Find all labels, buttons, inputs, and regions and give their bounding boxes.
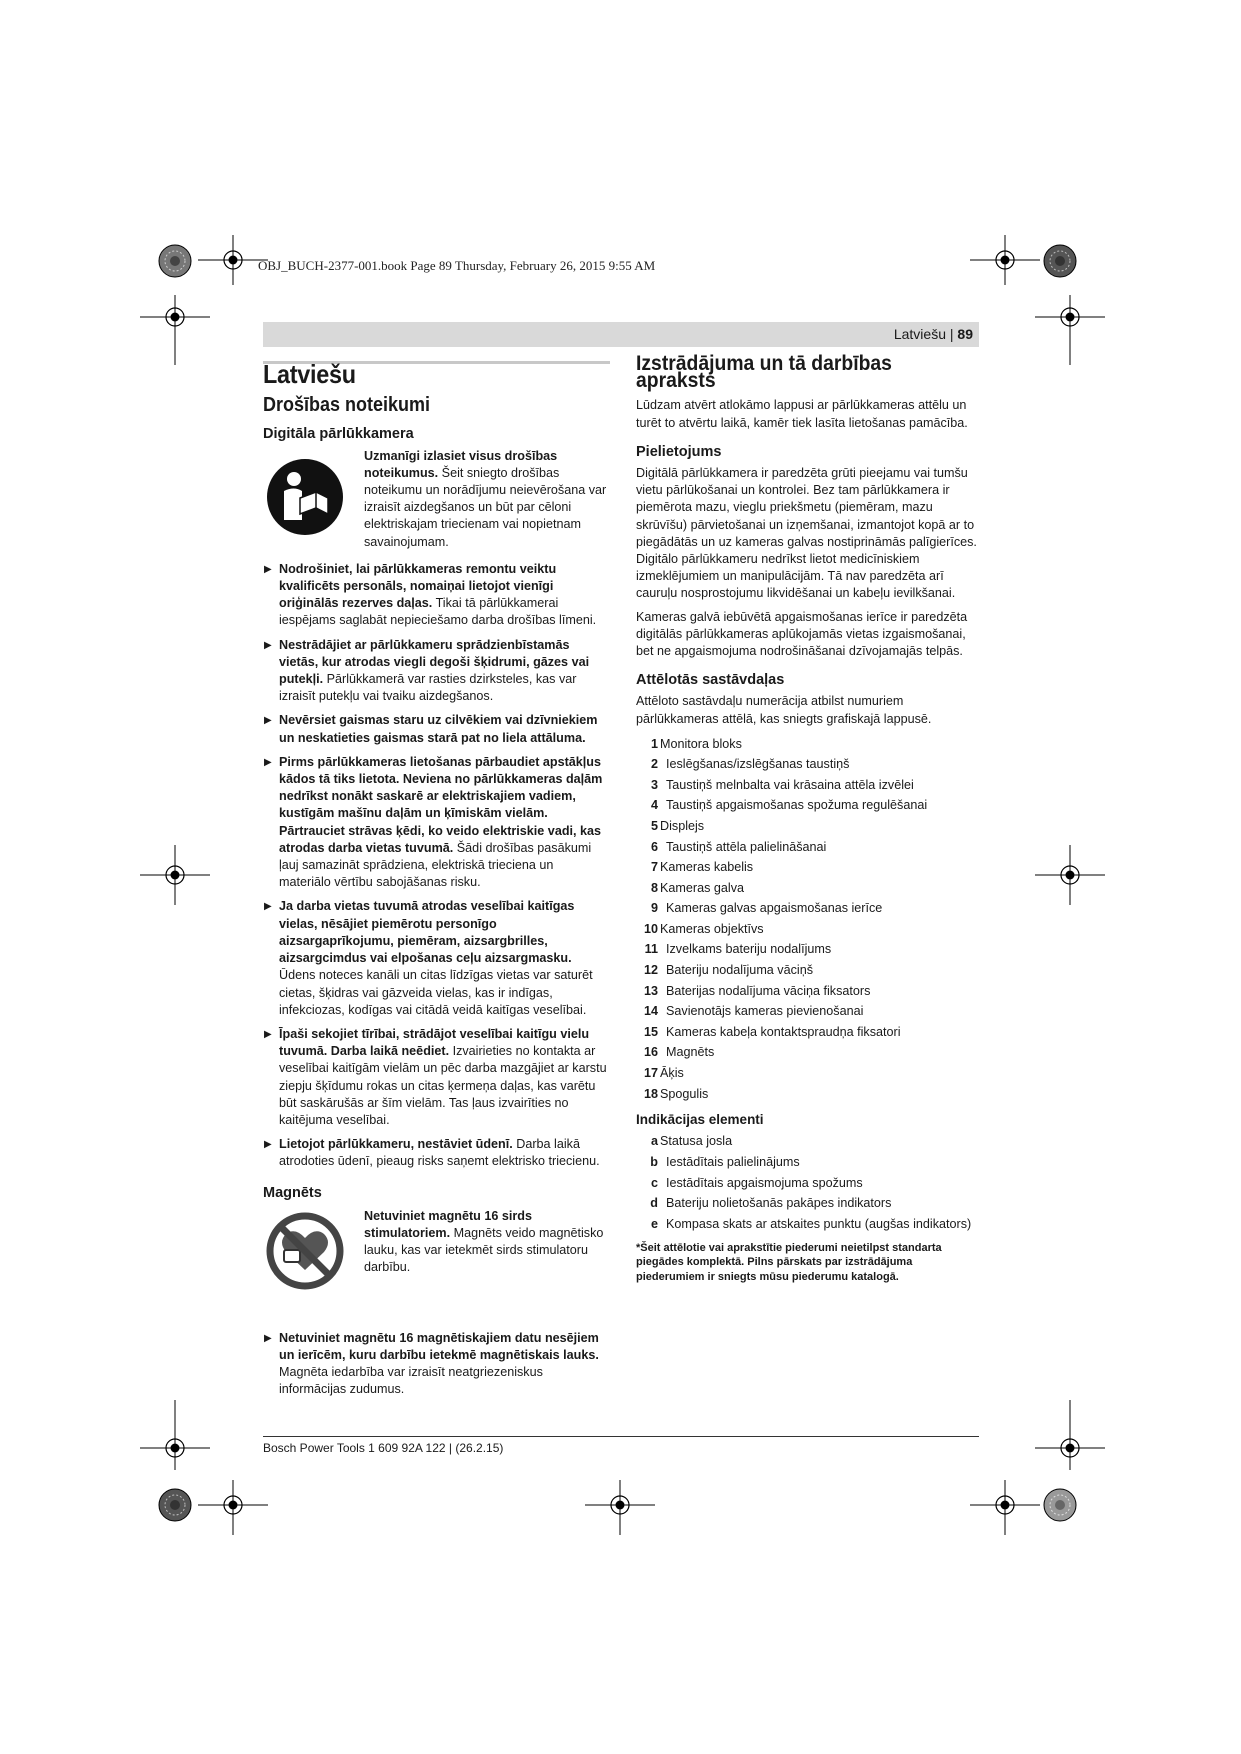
item-label: Āķis [660,1066,684,1081]
item-label: Kameras galvas apgaismošanas ierīce [666,901,883,916]
read-manual-text [364,448,608,551]
page-header-bar [263,322,979,347]
list-item [636,1043,981,1064]
item-label: Bateriju nolietošanās pakāpes indikators [666,1196,892,1211]
list-item [636,919,981,940]
list-item [636,1194,981,1215]
magnet-warning [263,1208,608,1290]
list-item [636,1132,981,1153]
item-letter: e [650,1216,658,1231]
bullet-bold: Lietojot pārlūkkameru, nestāviet ūdenī. [279,1137,513,1152]
item-number: 1 [650,736,658,751]
item-label: Statusa josla [660,1134,733,1149]
list-item [636,734,981,755]
right-column [636,351,981,1284]
item-number: 18 [643,1086,658,1101]
item-label: Kameras objektīvs [660,921,764,936]
registration-mark-right-top [1035,295,1105,365]
list-item [636,857,981,878]
bullet-bold: Ja darba vietas tuvumā atrodas veselībai kaitīgas vielas, nēsājiet piemērotu personīgo aizsargaprīkojumu, piemēram, aizsargbrilles, aizsargcimdus vai elpošanas ceļu aizsargmasku. [279,899,575,966]
item-number: 4 [650,798,658,813]
footer-rule [263,1436,979,1437]
color-wheel-top-left [158,244,192,278]
registration-mark-right-bottom [1035,1400,1105,1470]
item-letter: d [650,1196,658,1211]
registration-mark-top-right-center [970,235,1040,285]
item-label: Kameras galva [660,880,744,895]
magnet-heading: Magnēts [263,1184,322,1201]
item-label: Kameras kabeļa kontaktspraudņa fiksatori [666,1024,901,1039]
item-label: Baterijas nodalījuma vāciņa fiksators [666,983,871,998]
list-item [636,816,981,837]
item-number: 16 [643,1045,658,1060]
left-column [263,360,608,1406]
page-number: 89 [957,326,973,342]
bullet-text: Magnēta iedarbība var izraisīt neatgriezeniskus informācijas zudumus. [279,1365,543,1397]
list-item [636,1152,981,1173]
list-item [636,981,981,1002]
read-manual-icon [266,458,344,536]
page-header-text [894,326,973,342]
bullet-bold: Nestrādājiet ar pārlūkkameru sprādzienbīstamās vietās, kur atrodas viegli degoši šķidrumi, gāzes vai putekļi. [279,637,590,687]
list-item [636,754,981,775]
read-manual-bold: Uzmanīgi izlasiet visus drošības noteikumus. [364,448,558,480]
magnet-body: Magnēts veido magnētisko lauku, kas var ietekmēt sirds stimulatoru darbību. [364,1225,604,1275]
registration-mark-right-middle [1035,845,1105,905]
bullet-bold: Nodrošiniet, lai pārlūkkameras remontu veiktu kvalificēts personāls, nomaiņai lietojot vienīgi oriģinālās rezerves daļas. [279,561,557,611]
registration-mark-left-top [140,295,210,365]
safety-heading: Drošības noteikumi [263,394,431,417]
color-wheel-top-right [1043,244,1077,278]
item-label: Kameras kabelis [660,860,754,875]
item-number: 13 [643,983,658,998]
safety-bullet [263,712,608,746]
item-number: 5 [650,818,658,833]
bullet-bold: Pirms pārlūkkameras lietošanas pārbaudiet apstākļus kādos tā tiks lietota. Neviena no pārlūkkameras daļām nedrīkst nonākt saskarē ar elektriskajiem vadiem, kustīgām mašīnu daļām un ķīmiskām vielām. Pārtrauciet strāvas ķēdi, ko veido elektriskie vadi, kas atrodas darba vietas tuvumā. [279,754,603,855]
safety-bullet [263,898,608,1018]
indicators-list [636,1132,981,1235]
no-pacemaker-icon [266,1212,344,1290]
color-wheel-bottom-right [1043,1488,1077,1522]
footer-text: Bosch Power Tools 1 609 92A 122 | (26.2.15) [263,1441,504,1455]
magnet-bold: Netuviniet magnētu 16 sirds stimulatoriem. [364,1208,532,1240]
item-label: Kompasa skats ar atskaites punktu (augšas indikators) [666,1216,972,1231]
item-label: Izvelkams bateriju nodalījums [666,942,832,957]
item-number: 12 [643,963,658,978]
list-item [636,1002,981,1023]
item-label: Taustiņš melnbalta vai krāsaina attēla izvēlei [666,777,914,792]
description-intro: Lūdzam atvērt atlokāmo lappusi ar pārlūkkameras attēlu un turēt to atvērtu laikā, kamēr tiek lasīta lietošanas pamācība. [636,398,968,430]
item-number: 10 [643,921,658,936]
registration-mark-bottom-right-center [970,1480,1040,1535]
item-label: Iestādītais apgaismojuma spožums [666,1175,863,1190]
item-label: Taustiņš attēla palielināšanai [666,839,827,854]
item-number: 2 [650,757,658,772]
camera-subheading: Digitāla pārlūkkamera [263,426,414,443]
usage-paragraph: Digitālo pārlūkkameru nedrīkst lietot medicīniskiem izmeklējumiem un manipulācijām. Tā nav paredzēta arī cauruļu nosprostojumu likvidēšanai un kabeļu ievilkšanai. [636,552,956,601]
item-label: Displejs [660,818,705,833]
item-label: Spogulis [660,1086,709,1101]
header-separator: | [949,326,954,342]
item-number: 3 [650,777,658,792]
list-item [636,796,981,817]
list-item [636,1214,981,1235]
item-label: Taustiņš apgaismošanas spožuma regulēšanai [666,798,928,813]
bullet-text: Pārlūkkamerā var rasties dzirksteles, kas var izraisīt putekļu vai tvaiku aizdegšanos. [279,672,577,704]
item-label: Bateriju nodalījuma vāciņš [666,963,814,978]
usage-paragraph: Digitālā pārlūkkamera ir paredzēta grūti pieejamu vai tumšu vietu pārlūkošanai un kontrolei. Bez tam pārlūkkamera ir piemērota mazu, vieglu priekšmetu (piemēram, mazu skrūvīšu) pārvietošanai un izņemšanai, izmantojot kopā ar to piegādātās un uz kameras galvas nostiprināmās palīgierīces. [636,466,977,549]
list-item [636,1173,981,1194]
registration-mark-bottom-center [585,1480,655,1535]
bullet-text: Darba laikā atrodoties ūdenī, pieaug risks saņemt elektrisko triecienu. [279,1137,600,1169]
item-label: Ieslēgšanas/izslēgšanas taustiņš [666,757,850,772]
item-letter: b [650,1155,658,1170]
item-label: Iestādītais palielinājums [666,1155,800,1170]
item-letter: c [650,1175,658,1190]
list-item [636,1022,981,1043]
list-item [636,1084,981,1105]
description-heading: Izstrādājuma un tā darbības apraksts [636,351,892,393]
safety-bullet [263,561,608,630]
registration-mark-left-middle [140,845,210,905]
parts-heading: Attēlotās sastāvdaļas [636,672,785,689]
parts-list [636,734,981,1105]
item-number: 6 [650,839,658,854]
safety-bullet [263,1136,608,1170]
page-title: Latviešu [263,359,356,389]
item-label: Savienotājs kameras pievienošanai [666,1004,864,1019]
list-item [636,837,981,858]
safety-bullet [263,637,608,706]
item-number: 17 [643,1066,658,1081]
read-manual-warning [263,448,608,551]
list-item [636,1063,981,1084]
indicators-heading: Indikācijas elementi [636,1111,764,1127]
item-number: 15 [643,1024,658,1039]
item-letter: a [650,1134,658,1149]
list-item [636,940,981,961]
usage-paragraph: Kameras galvā iebūvētā apgaismošanas ierīce ir paredzēta digitālās pārlūkkameras aplūkojamās vietas izgaismošanai, bet ne apgaismojuma nodrošināšanai dzīvojamajās telpās. [636,609,968,659]
registration-mark-bottom-left-center [198,1480,268,1535]
list-item [636,878,981,899]
read-manual-body: Šeit sniegto drošības noteikumu un norādījumu neievērošana var izraisīt aizdegšanos un būt par cēloni elektriskajam triecienam vai nopietnam savainojumam. [364,465,607,549]
color-wheel-bottom-left [158,1488,192,1522]
header-section: Latviešu [893,326,946,342]
safety-bullet [263,754,608,892]
bullet-bold: Īpaši sekojiet tīrībai, strādājot veselībai kaitīgu vielu tuvumā. Darba laikā neēdiet. [279,1026,590,1059]
parts-intro: Attēloto sastāvdaļu numerācija atbilst numuriem pārlūkkameras attēlā, kas sniegts grafiskajā lappusē. [636,694,932,726]
bullet-text: Izvairieties no kontakta ar veselībai kaitīgām vielām un pēc darba mazgājiet ar karstu ziepju šķīdumu rokas un citas ķermeņa daļas, kas varētu būt saskārušās ar šīm vielām. Tas ļaus izvairīties no kaitējuma veselībai. [279,1044,607,1127]
bullet-text: Šādi drošības pasākumi ļauj samazināt sprādziena, elektriskā trieciena un materiālo vērtību sabojāšanas risku. [279,840,592,890]
list-item [636,899,981,920]
printer-slug-line: OBJ_BUCH-2377-001.book Page 89 Thursday, February 26, 2015 9:55 AM [258,258,656,273]
accessories-note: *Šeit attēlotie vai aprakstītie piederumi neietilpst standarta piegādes komplektā. Pilns pārskats par izstrādājuma piederumiem ir sniegts mūsu piederumu katalogā. [636,1241,942,1283]
magnet-warning-text [364,1208,608,1277]
bullet-text: Ūdens noteces kanāli un citas līdzīgas vietas var saturēt cietas, šķidras vai gāzveida vielas, kas ir indīgas, infekciozas, kodīgas vai citādā veidā kaitīgas veselībai. [279,968,593,1017]
item-number: 7 [650,860,658,875]
magnet-bullet [263,1330,608,1399]
item-number: 14 [643,1004,658,1019]
bullet-text: Tikai tā pārlūkkamerai iespējams saglabāt nepieciešamo darba drošības līmeni. [279,596,597,628]
list-item [636,960,981,981]
list-item [636,775,981,796]
item-number: 11 [644,942,658,957]
item-label: Monitora bloks [660,736,742,751]
bullet-bold: Nevērsiet gaismas staru uz cilvēkiem vai dzīvniekiem un neskatieties gaismas starā pat no liela attāluma. [279,713,598,745]
registration-mark-left-bottom [140,1400,210,1470]
bullet-bold: Netuviniet magnētu 16 magnētiskajiem datu nesējiem un ierīcēm, kuru darbību ietekmē magnētiskais lauks. [279,1330,599,1362]
item-label: Magnēts [666,1045,715,1060]
item-number: 8 [650,880,658,895]
usage-heading: Pielietojums [636,443,722,460]
item-number: 9 [650,901,658,916]
safety-bullet [263,1026,608,1129]
